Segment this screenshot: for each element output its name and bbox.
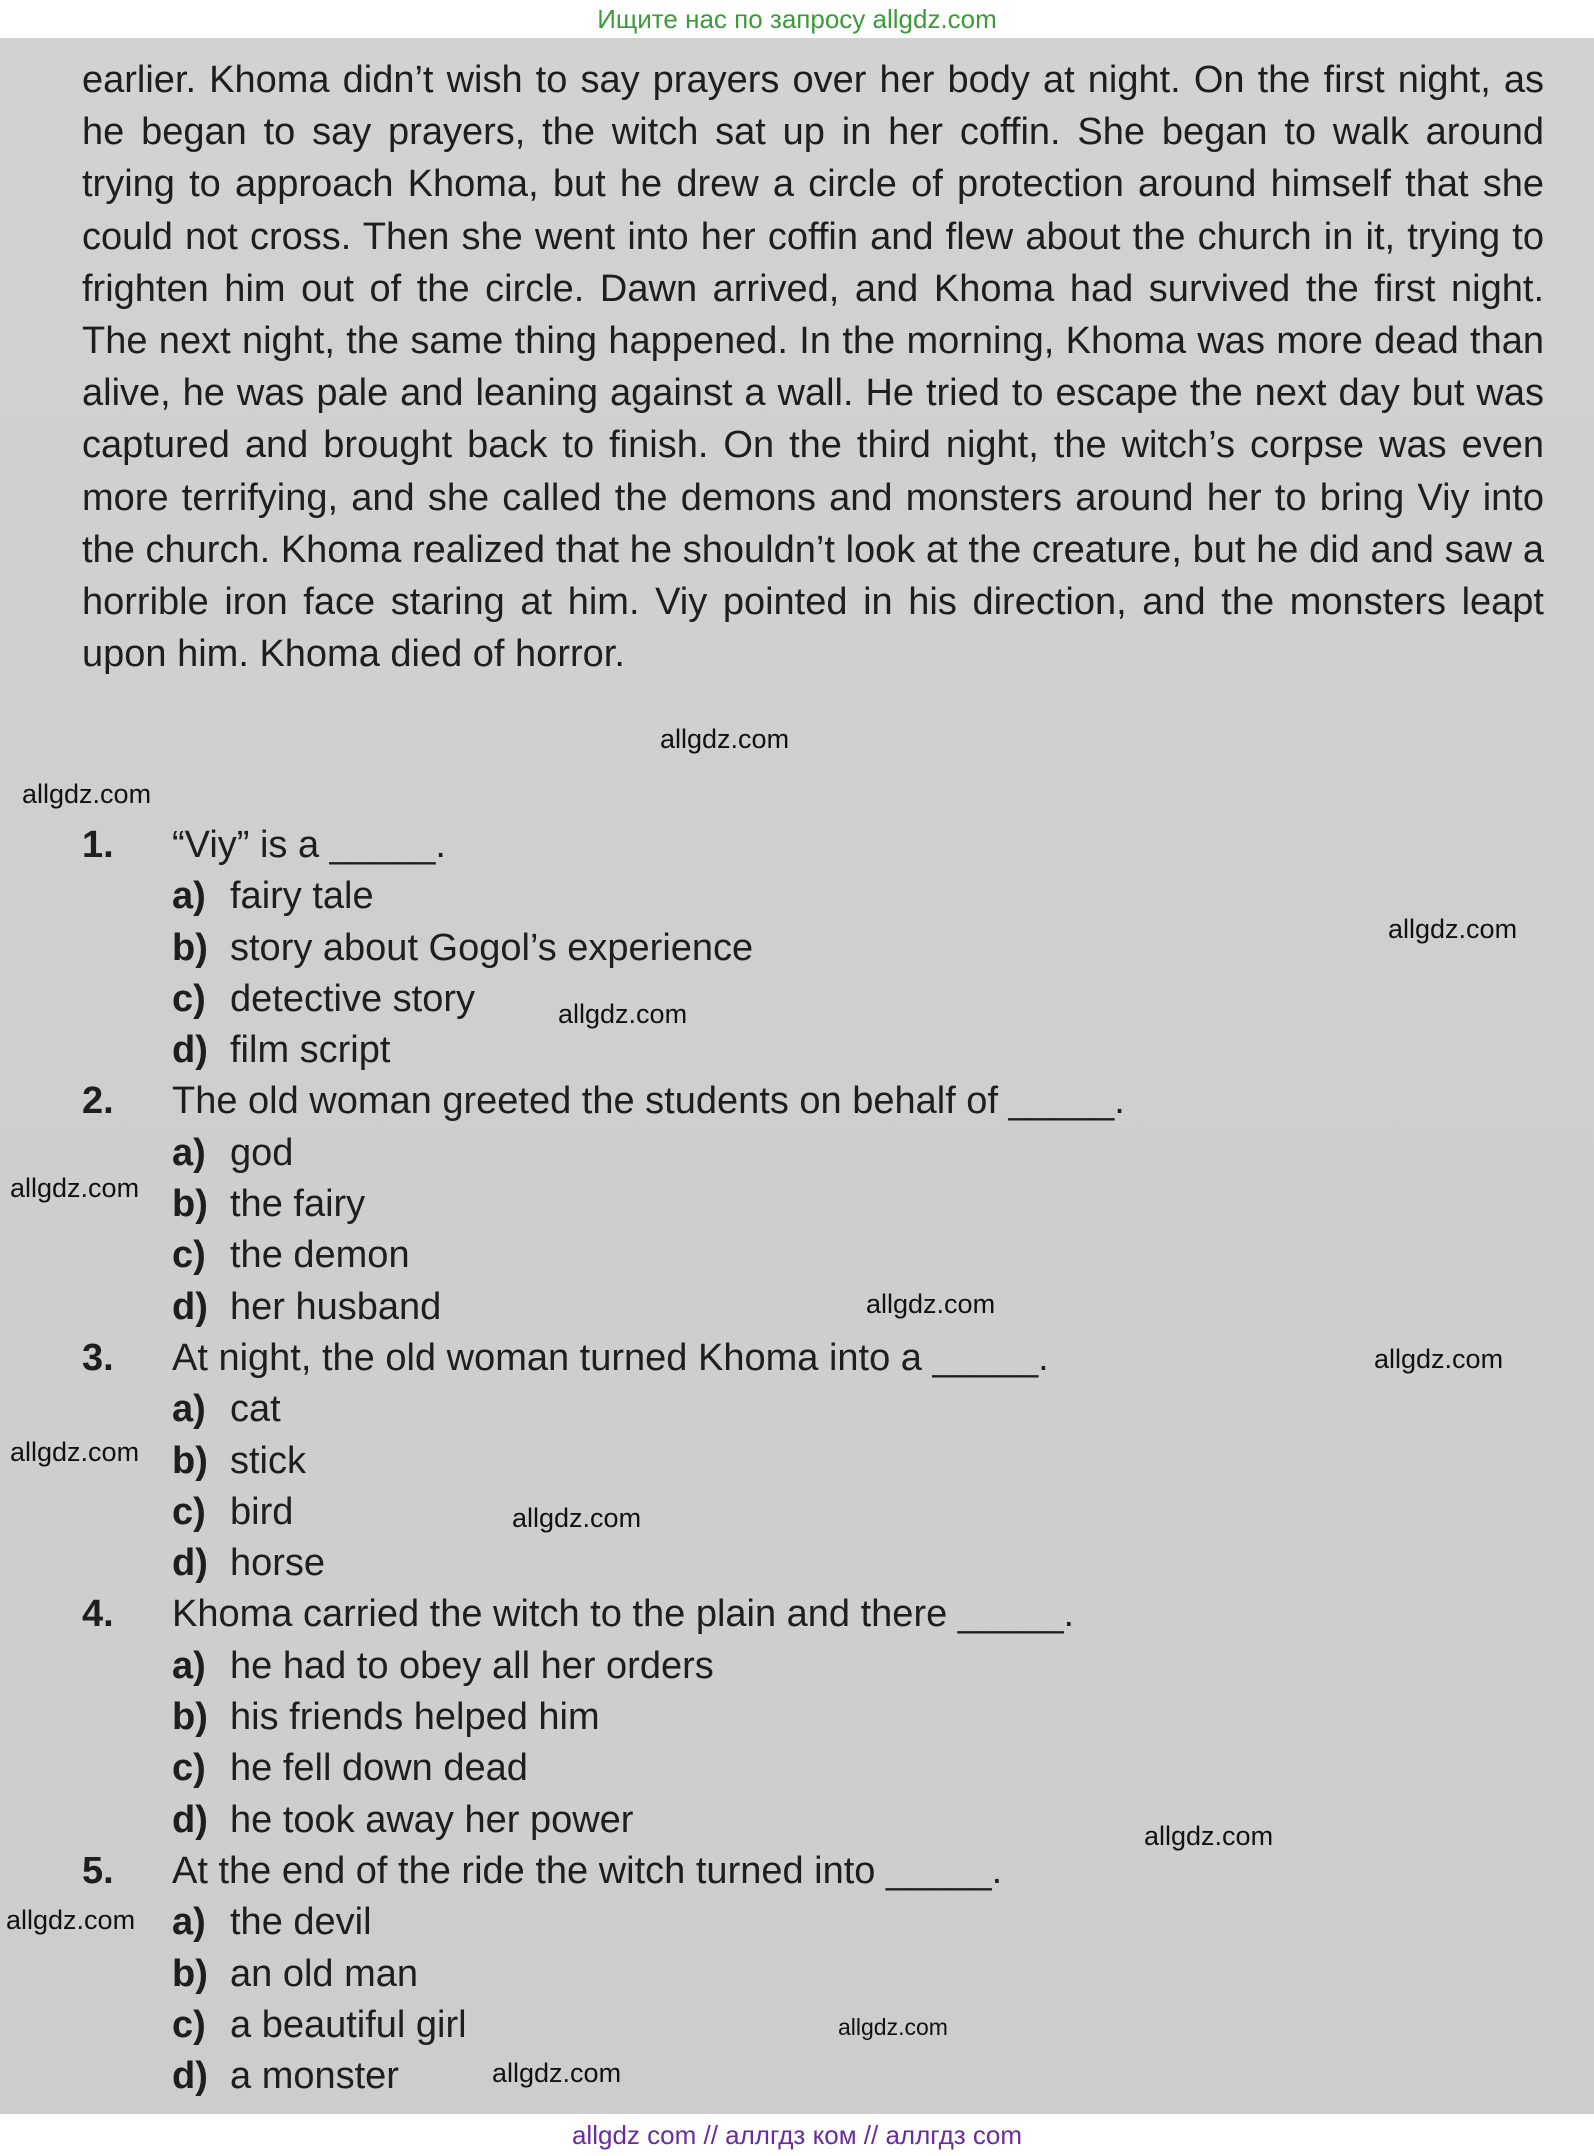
watermark: allgdz.com <box>866 1289 996 1319</box>
top-banner <box>0 0 1594 38</box>
answer-option <box>82 1795 1542 1846</box>
option-text: the devil <box>230 1901 372 1944</box>
option-text: god <box>230 1131 294 1174</box>
option-text: film script <box>230 1029 391 1072</box>
watermark: allgdz.com <box>1144 1821 1274 1851</box>
option-letter: d) <box>172 1798 208 1841</box>
answer-option <box>82 1384 1542 1435</box>
answer-option <box>82 1641 1542 1692</box>
option-letter: a) <box>172 1131 206 1174</box>
option-letter: a) <box>172 1901 206 1944</box>
question-text: At night, the old woman turned Khoma into a _____. <box>172 1336 1049 1379</box>
question-stem <box>82 1076 1542 1127</box>
option-text: the fairy <box>230 1183 366 1226</box>
question-stem <box>82 820 1542 871</box>
watermark: allgdz.com <box>10 1437 140 1467</box>
question-text: At the end of the ride the witch turned into _____. <box>172 1849 1003 1892</box>
option-text: story about Gogol’s experience <box>230 926 754 969</box>
question <box>82 1589 1542 1845</box>
answer-option <box>82 1897 1542 1948</box>
option-text: a monster <box>230 2055 399 2098</box>
reading-passage <box>82 54 1544 680</box>
question-number: 5. <box>82 1849 114 1892</box>
answer-option <box>82 1282 1542 1333</box>
answer-option <box>82 1743 1542 1794</box>
option-letter: c) <box>172 2003 206 2046</box>
option-letter: c) <box>172 1234 206 1277</box>
option-letter: c) <box>172 977 206 1020</box>
option-letter: d) <box>172 1285 208 1328</box>
question <box>82 1846 1542 2102</box>
option-text: fairy tale <box>230 875 374 918</box>
option-letter: b) <box>172 1952 208 1995</box>
watermark: allgdz.com <box>492 2058 622 2088</box>
question-text: The old woman greeted the students on behalf of _____. <box>172 1080 1125 1123</box>
answer-option <box>82 1538 1542 1589</box>
question-number: 4. <box>82 1593 114 1636</box>
option-text: horse <box>230 1542 326 1585</box>
answer-option <box>82 2000 1542 2051</box>
answer-option <box>82 1128 1542 1179</box>
option-text: stick <box>230 1439 306 1482</box>
answer-option <box>82 1692 1542 1743</box>
watermark: allgdz.com <box>558 999 688 1029</box>
answer-option <box>82 1230 1542 1281</box>
answer-option <box>82 1179 1542 1230</box>
option-letter: a) <box>172 1388 206 1431</box>
watermark: allgdz.com <box>1374 1344 1504 1374</box>
question-stem <box>82 1589 1542 1640</box>
question-stem <box>82 1333 1542 1384</box>
question-number: 1. <box>82 824 114 866</box>
option-text: he took away her power <box>230 1798 634 1841</box>
watermark: allgdz.com <box>6 1905 136 1935</box>
question-list <box>82 820 1542 2102</box>
watermark: allgdz.com <box>512 1503 642 1533</box>
option-letter: a) <box>172 1644 206 1687</box>
watermark: allgdz.com <box>1388 914 1518 944</box>
answer-option <box>82 923 1542 974</box>
watermark: allgdz.com <box>660 724 790 754</box>
answer-option <box>82 1949 1542 2000</box>
question <box>82 820 1542 1076</box>
option-text: detective story <box>230 977 475 1020</box>
watermark: allgdz.com <box>22 779 152 809</box>
question <box>82 1076 1542 1332</box>
bottom-banner-text: allgdz com // аллгдз ком // аллгдз com <box>571 2120 1023 2150</box>
question <box>82 1333 1542 1589</box>
option-letter: c) <box>172 1747 206 1790</box>
option-letter: d) <box>172 1029 208 1072</box>
question-text: Khoma carried the witch to the plain and there _____. <box>172 1593 1075 1636</box>
option-text: an old man <box>230 1952 419 1995</box>
option-letter: b) <box>172 1696 208 1739</box>
passage-text: earlier. Khoma didn’t wish to say prayers over her body at night. On the first night, as he began to say prayers, the witch sat up in her coffin. She began to walk around trying to approach Khoma, but he drew a circle of protection around himself that she could not cross. Then she went into her coffin and flew about the church in it, trying to frighten him out of the circle. Dawn arrived, and Khoma had survived the first night. The next night, the same thing happened. In the morning, Khoma was more dead than alive, he was pale and leaning against a wall. He tried to escape the next day but was captured and brought back to finish. On the third night, the witch’s corpse was even more terrifying, and she called the demons and monsters around her to bring Viy into the church. Khoma realized that he shouldn’t look at the creature, but he did and saw a horrible iron face staring at him. Viy pointed in his direction, and the monsters leapt upon him. Khoma died of horror. <box>82 59 1544 676</box>
bottom-banner <box>0 2114 1594 2156</box>
watermark: allgdz.com <box>10 1173 140 1203</box>
option-text: her husband <box>230 1285 442 1328</box>
option-letter: c) <box>172 1490 206 1533</box>
option-letter: a) <box>172 875 206 918</box>
question-number: 3. <box>82 1336 114 1379</box>
option-text: the demon <box>230 1234 410 1277</box>
option-text: he fell down dead <box>230 1747 528 1790</box>
option-text: a beautiful girl <box>230 2003 467 2046</box>
option-text: cat <box>230 1388 281 1431</box>
option-letter: b) <box>172 926 208 969</box>
answer-option <box>82 2051 1542 2102</box>
watermark: allgdz.com <box>838 2014 948 2040</box>
question-text: “Viy” is a _____. <box>172 824 446 866</box>
answer-option <box>82 1487 1542 1538</box>
top-banner-text: Ищите нас по запросу allgdz.com <box>597 4 997 34</box>
answer-option <box>82 871 1542 922</box>
answer-option <box>82 1436 1542 1487</box>
question-stem <box>82 1846 1542 1897</box>
option-text: his friends helped him <box>230 1696 600 1739</box>
answer-option <box>82 974 1542 1025</box>
question-number: 2. <box>82 1080 114 1123</box>
textbook-page <box>0 38 1594 2114</box>
option-letter: b) <box>172 1439 208 1482</box>
option-letter: d) <box>172 1542 208 1585</box>
option-letter: b) <box>172 1183 208 1226</box>
option-text: bird <box>230 1490 294 1533</box>
option-letter: d) <box>172 2055 208 2098</box>
answer-option <box>82 1025 1542 1076</box>
option-text: he had to obey all her orders <box>230 1644 714 1687</box>
